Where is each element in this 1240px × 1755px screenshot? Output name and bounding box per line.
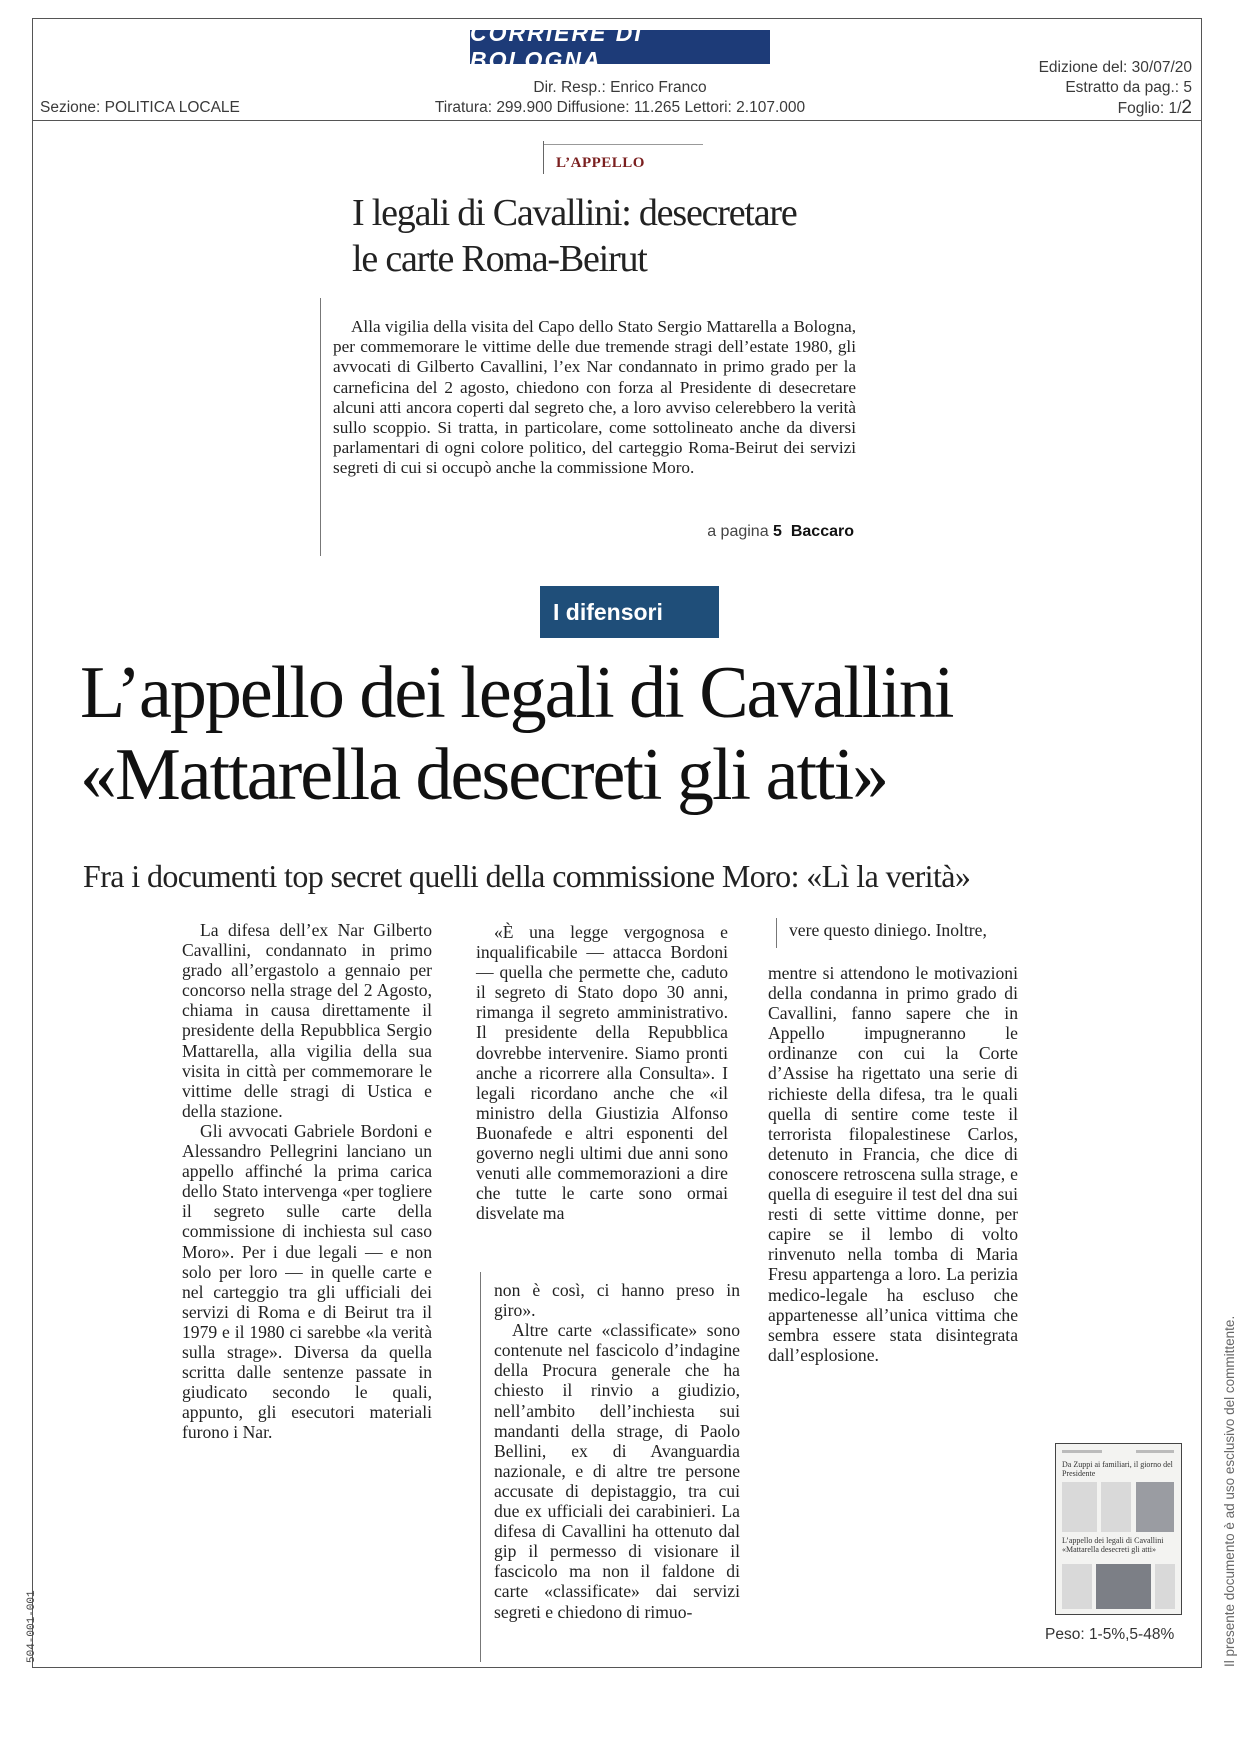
thumb-photo	[1096, 1564, 1151, 1609]
director-line: Dir. Resp.: Enrico Franco	[533, 79, 707, 96]
article-column-2	[476, 922, 728, 1223]
edition-info	[892, 58, 1192, 119]
weight-label: Peso: 1-5%,5-48%	[1045, 1626, 1175, 1643]
column-rule	[776, 918, 777, 948]
teaser-author: Baccaro	[790, 523, 854, 540]
header-info	[380, 78, 860, 118]
thumb-text-block	[1062, 1564, 1092, 1609]
paragraph: Altre carte «classificate» sono contenute nel fascicolo d’indagine della Procura generale che ha chiesto il rinvio a giudizio, nell’ambito dell’inchiesta sui mandanti della strage, di Paolo Bellini, ex di Avanguardia nazionale, e di altre tre persone accusate di depistaggio, tra cui due ex ufficiali dei carabinieri. La difesa di Cavallini ha ottenuto dal gip il permesso di visionare il fascicolo ma non il faldone di carte «classificate» dai servizi segreti e chiedono di rimuo-	[494, 1320, 740, 1622]
paragraph: Gli avvocati Gabriele Bordoni e Alessandro Pellegrini lanciano un appello affinché la prima carica dello Stato intervenga «per togliere il segreto sulle carte della commissione di inchiesta sul caso Moro». Per i due legali — e non solo per loro — in quelle carte e nel carteggio tra gli ufficiali dei servizi di Roma e di Beirut tra il 1979 e il 1980 ci sarebbe «la verità sulla strage». Diversa da quella scritta dalle sentenze passate in giudicato secondo le quali, appunto, gli esecutori materiali furono i Nar.	[182, 1120, 432, 1443]
edition-date: Edizione del: 30/07/20	[1038, 59, 1192, 76]
paragraph: La difesa dell’ex Nar Gilberto Cavallini, condannato in primo grado all’ergastolo a gennaio per concorso nella strage del 2 Agosto, chiama in causa direttamente il presidente della Repubblica Sergio Mattarella, alla vigilia della sua visita in città per commemorare le vittime delle stragi di Ustica e della stazione.	[182, 920, 432, 1121]
usage-note: Il presente documento è ad uso esclusivo del committente.	[1222, 1315, 1237, 1667]
article-column-3-top: vere questo diniego. Inoltre,	[789, 920, 987, 940]
teaser-reference: a pagina 5 Baccaro	[707, 523, 854, 540]
paragraph: mentre si attendono le motivazioni della condanna in primo grado di Cavallini, fanno sapere che in Appello impugneranno le ordinanze con cui la Corte d’Assise ha rigettato una serie di richieste della difesa, tra le quali quella di sentire come teste il terrorista filopalestinese Carlos, detenuto in Francia, che dice di conoscere retroscena sulla strage, e quella di eseguire il test del dna sui resti di sette vittime donne, per capire se il lembo di volto rinvenuto nella tomba di Maria Fresu appartenga a loro. La perizia medico-legale ha escluso che appartenesse all’unica vittima che sembra essere stata disintegrata dall’esplosione.	[768, 963, 1018, 1365]
thumb-text-block	[1062, 1482, 1097, 1532]
thumb-photo	[1136, 1482, 1174, 1532]
paragraph: «È una legge vergognosa e inqualificabile — attacca Bordoni — quella che permette che, caduto il segreto di Stato dopo 30 anni, rimanga il segreto amministrativo. Il presidente della Repubblica dovrebbe intervenire. Siamo pronti anche a ricorrere alla Consulta». I legali ricordano anche che «il ministro della Giustizia Alfonso Buonafede e altri esponenti del governo negli ultimi due anni sono venuti alle commemorazioni a dire che tutte le carte sono ormai disvelate ma	[476, 922, 728, 1224]
teaser-title: I legali di Cavallini: desecretare le carte Roma-Beirut	[352, 192, 797, 280]
page-thumbnail	[1055, 1443, 1182, 1615]
article-column-1	[182, 920, 432, 1442]
masthead-logo: CORRIERE DI BOLOGNA	[470, 30, 770, 64]
article-column-2-lower	[494, 1280, 740, 1622]
sheet-number: Foglio: 1/2	[1117, 97, 1192, 118]
article-headline: L’appello dei legali di Cavallini «Mattarella desecreti gli atti»	[80, 652, 953, 816]
page-extract: Estratto da pag.: 5	[1065, 79, 1192, 96]
header-divider	[32, 120, 1202, 121]
circulation-line: Tiratura: 299.900 Diffusione: 11.265 Lettori: 2.107.000	[434, 99, 806, 116]
thumb-headline: L’appello dei legali di Cavallini «Mattarella desecreti gli atti»	[1062, 1536, 1164, 1554]
kicker-bar	[543, 141, 544, 174]
teaser-body: Alla vigilia della visita del Capo dello Stato Sergio Mattarella a Bologna, per commemorare le vittime delle due tremende stragi dell’estate 1980, gli avvocati di Gilberto Cavallini, l’ex Nar condannato in primo grado per la carneficina del 2 agosto, chiedono con forza al Presidente di desecretare alcuni atti ancora coperti dal segreto che, a loro avviso celerebbero la verità sullo scoppio. Si tratta, in particolare, come sottolineato anche da diversi parlamentari di ogni colore politico, del carteggio Roma-Beirut dei servizi segreti di cui si occupò anche la commissione Moro.	[333, 317, 856, 478]
thumb-rule	[1136, 1450, 1174, 1453]
thumb-text-block	[1155, 1564, 1175, 1609]
thumb-title: Da Zuppi ai familiari, il giorno del Presidente	[1062, 1460, 1173, 1478]
section-badge: I difensori	[540, 586, 719, 638]
article-subheadline: Fra i documenti top secret quelli della commissione Moro: «Lì la verità»	[83, 858, 971, 894]
document-code: 504-001-001	[26, 1590, 38, 1663]
kicker-rule	[543, 144, 703, 145]
teaser-rule	[320, 298, 321, 556]
article-column-3	[768, 963, 1018, 1365]
thumb-text-block	[1101, 1482, 1131, 1532]
column-rule	[480, 1272, 481, 1662]
paragraph: non è così, ci hanno preso in giro».	[494, 1280, 740, 1321]
teaser-kicker: L’APPELLO	[556, 155, 645, 171]
section-label: Sezione: POLITICA LOCALE	[40, 99, 240, 116]
thumb-rule	[1062, 1450, 1102, 1453]
